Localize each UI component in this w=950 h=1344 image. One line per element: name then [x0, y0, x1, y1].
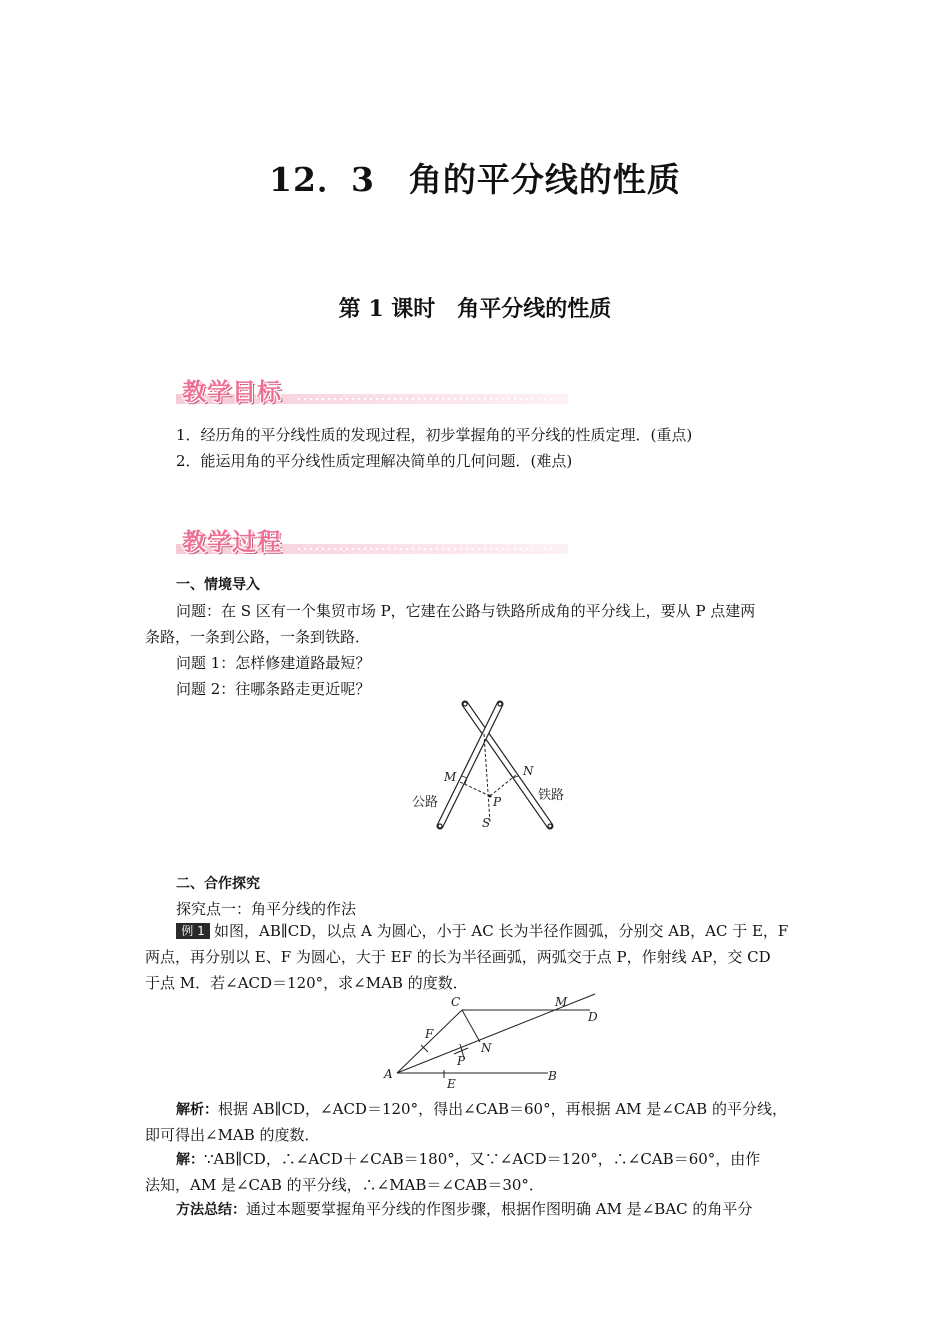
- summary-text-line1: 通过本题要掌握角平分线的作图步骤，根据作图明确 AM 是∠BAC 的角平分: [246, 1200, 753, 1218]
- example-text-line1: 如图，AB∥CD，以点 A 为圆心，小于 AC 长为半径作圆弧，分别交 AB，AC 于 E，F: [214, 922, 789, 940]
- figure1-label-rail: 铁路: [538, 788, 565, 803]
- process-banner-label: 教学过程: [182, 528, 282, 556]
- example-line3: 于点 M．若∠ACD＝120°，求∠MAB 的度数．: [145, 974, 468, 992]
- solution-label: 解：: [176, 1152, 204, 1168]
- goals-banner-label: 教学目标: [182, 378, 282, 406]
- figure2-label-e: E: [447, 1077, 456, 1090]
- goal-item-1: 1．经历角的平分线性质的发现过程，初步掌握角的平分线的性质定理．(重点): [176, 426, 693, 444]
- figure1-label-s: S: [482, 816, 491, 830]
- figure2-label-f: F: [425, 1027, 434, 1041]
- figure2-label-c: C: [451, 995, 461, 1009]
- figure2-label-n: N: [481, 1041, 492, 1055]
- goals-banner: [176, 372, 568, 406]
- goal-item-2: 2．能运用角的平分线性质定理解决简单的几何问题．(难点): [176, 452, 573, 470]
- intro-question-1: 问题 1：怎样修建道路最短？: [176, 654, 371, 672]
- analysis-line2: 即可得出∠MAB 的度数．: [145, 1126, 320, 1144]
- solution-line1: [176, 1146, 841, 1173]
- page-title: 12．3 角的平分线的性质: [269, 160, 681, 199]
- figure2-label-b: B: [548, 1069, 557, 1083]
- analysis-text-line1: 根据 AB∥CD，∠ACD＝120°，得出∠CAB＝60°，再根据 AM 是∠CAB 的平分线，: [218, 1100, 787, 1118]
- analysis-label: 解析：: [176, 1102, 218, 1118]
- figure1-label-p: P: [493, 795, 502, 809]
- figure2-label-d: D: [588, 1010, 598, 1024]
- process-banner: [176, 522, 568, 556]
- intro-paragraph-line2: 条路，一条到公路，一条到铁路．: [145, 628, 371, 646]
- figure1-label-m: M: [444, 770, 457, 784]
- intro-paragraph-line1: 问题：在 S 区有一个集贸市场 P，它建在公路与铁路所成角的平分线上，要从 P 点建两: [176, 602, 756, 620]
- figure2-label-p: P: [457, 1054, 466, 1068]
- summary-line1: [176, 1196, 841, 1223]
- intro-question-2: 问题 2：往哪条路走更近呢？: [176, 680, 371, 698]
- example-badge: 例 1: [176, 923, 210, 939]
- section-heading-intro: 一、情境导入: [176, 577, 260, 593]
- section-heading-explore: 二、合作探究: [176, 876, 260, 892]
- example-line2: 两点，再分别以 E、F 为圆心，大于 EF 的长为半径画弧，两弧交于点 P，作射线 AP，交 CD: [145, 948, 771, 966]
- road-railway-figure: [400, 700, 580, 835]
- example-figure: [380, 990, 610, 1090]
- example-line1: [176, 918, 841, 944]
- solution-text-line1: ∵AB∥CD，∴∠ACD＋∠CAB＝180°，又∵∠ACD＝120°，∴∠CAB＝60°，由作: [204, 1150, 761, 1168]
- analysis-line1: [176, 1096, 841, 1123]
- explore-point-1: 探究点一：角平分线的作法: [176, 900, 357, 918]
- figure1-label-road: 公路: [412, 795, 439, 810]
- lesson-subtitle: 第 1 课时 角平分线的性质: [338, 296, 612, 322]
- figure1-label-n: N: [523, 764, 534, 778]
- solution-line2: 法知，AM 是∠CAB 的平分线，∴∠MAB＝∠CAB＝30°．: [145, 1176, 544, 1194]
- figure2-label-m: M: [555, 995, 568, 1009]
- figure2-label-a: A: [384, 1067, 393, 1081]
- summary-label: 方法总结：: [176, 1202, 246, 1218]
